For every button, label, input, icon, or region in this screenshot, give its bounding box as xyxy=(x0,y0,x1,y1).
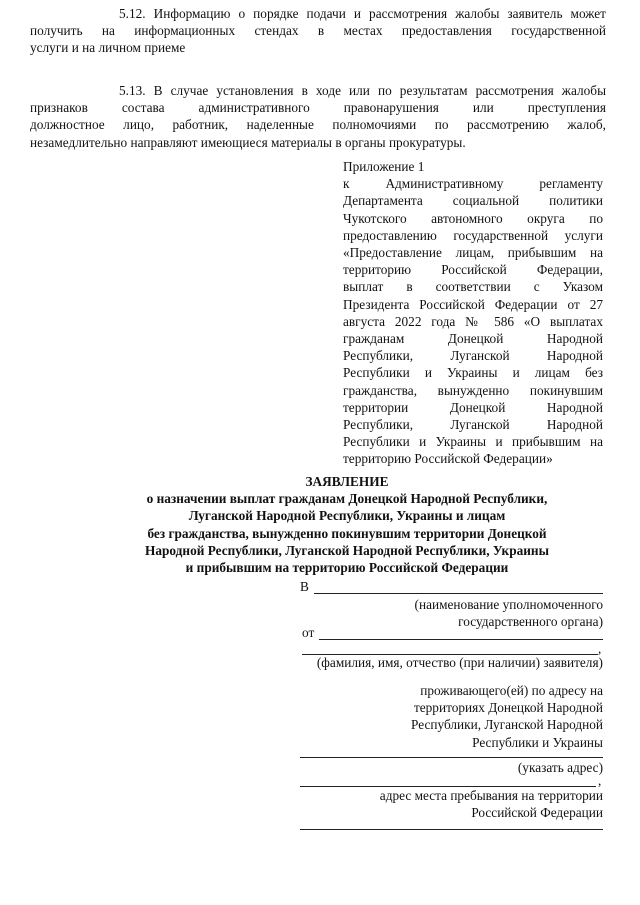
appendix-line: предоставлению государственной услуги xyxy=(343,227,603,243)
appendix-line: гражданства, вынужденно покинувшим xyxy=(343,382,603,398)
statement-heading xyxy=(100,473,594,576)
text-line: 5.12. Информацию о порядке подачи и рассмотрения жалобы заявитель может xyxy=(119,6,606,21)
appendix-line: территории Донецкой Народной xyxy=(343,399,603,415)
appendix-line: территорию Российской Федерации» xyxy=(343,451,553,467)
from-caption xyxy=(300,654,603,671)
caption-line: (указать адрес) xyxy=(517,760,603,775)
stay-address-field-line[interactable] xyxy=(300,829,603,830)
appendix-line: августа 2022 года № 586 «О выплатах xyxy=(343,313,603,329)
statement-subtitle-line: без гражданства, вынужденно покинувшим территории Донецкой xyxy=(147,525,547,541)
comma: , xyxy=(598,773,602,788)
appendix-title: Приложение 1 xyxy=(343,159,425,174)
appendix-line: Республики и Украины и лицам без xyxy=(343,365,603,381)
statement-subtitle-line: Луганской Народной Республики, Украины и лицам xyxy=(188,508,506,524)
statement-title: ЗАЯВЛЕНИЕ xyxy=(305,474,389,489)
residing-line: Республики и Украины xyxy=(472,734,603,750)
appendix-line: Президента Российской Федерации от 27 xyxy=(343,296,603,312)
text-line: незамедлительно направляют имеющиеся материалы в органы прокуратуры. xyxy=(30,134,466,150)
text-line: должностное лицо, работник, наделенные полномочиями по рассмотрению жалоб, xyxy=(30,117,606,133)
appendix-line: Республики и Украины и прибывшим на xyxy=(343,434,603,450)
from-field[interactable] xyxy=(319,639,603,640)
appendix-line: Республики, Луганской Народной xyxy=(343,348,603,364)
appendix-line: к Административному регламенту xyxy=(343,176,603,192)
caption-line: (фамилия, имя, отчество (при наличии) заявителя) xyxy=(316,655,603,670)
comma: , xyxy=(598,641,602,656)
text-line: получить на информационных стендах в местах предоставления государственной xyxy=(30,23,606,39)
section-5-12 xyxy=(30,5,606,57)
caption-line: (наименование уполномоченного xyxy=(414,597,603,612)
appendix-line: Чукотского автономного округа по xyxy=(343,210,603,226)
appendix-header xyxy=(343,158,603,468)
statement-subtitle-line: и прибывшим на территорию Российской Федерации xyxy=(185,560,509,576)
to-label: В xyxy=(300,579,309,594)
stay-line: адрес места пребывания на территории xyxy=(379,788,603,803)
from-label: от xyxy=(302,625,315,640)
appendix-line: выплат в соответствии с Указом xyxy=(343,279,603,295)
caption-line: государственного органа) xyxy=(458,614,603,630)
stay-line: Российской Федерации xyxy=(471,805,603,821)
statement-subtitle-line: о назначении выплат гражданам Донецкой Народной Республики, xyxy=(146,491,548,507)
appendix-line: территорию Российской Федерации, xyxy=(343,262,603,278)
residing-line: Республики, Луганской Народной xyxy=(411,717,603,733)
form-row-from xyxy=(302,624,603,642)
section-5-13 xyxy=(30,82,606,151)
stay-address-text xyxy=(330,787,603,821)
residing-text xyxy=(330,682,603,751)
appendix-line: Республики, Луганской Народной xyxy=(343,417,603,433)
address-caption xyxy=(300,759,603,776)
text-line: услуги и на личном приеме xyxy=(30,40,186,56)
to-field[interactable] xyxy=(314,593,603,594)
appendix-line: гражданам Донецкой Народной xyxy=(343,331,603,347)
appendix-line: Департамента социальной политики xyxy=(343,193,603,209)
text-line: признаков состава административного правонарушения или преступления xyxy=(30,100,606,116)
form-row-to xyxy=(300,578,603,596)
appendix-line: «Предоставление лицам, прибывшим на xyxy=(343,245,603,261)
text-line: 5.13. В случае установления в ходе или по результатам рассмотрения жалобы xyxy=(119,83,606,98)
statement-subtitle-line: Народной Республики, Луганской Народной Республики, Украины xyxy=(145,542,549,558)
address-field-line-1[interactable] xyxy=(300,757,603,758)
residing-line: проживающего(ей) по адресу на xyxy=(420,683,603,698)
residing-line: территориях Донецкой Народной xyxy=(413,700,603,716)
